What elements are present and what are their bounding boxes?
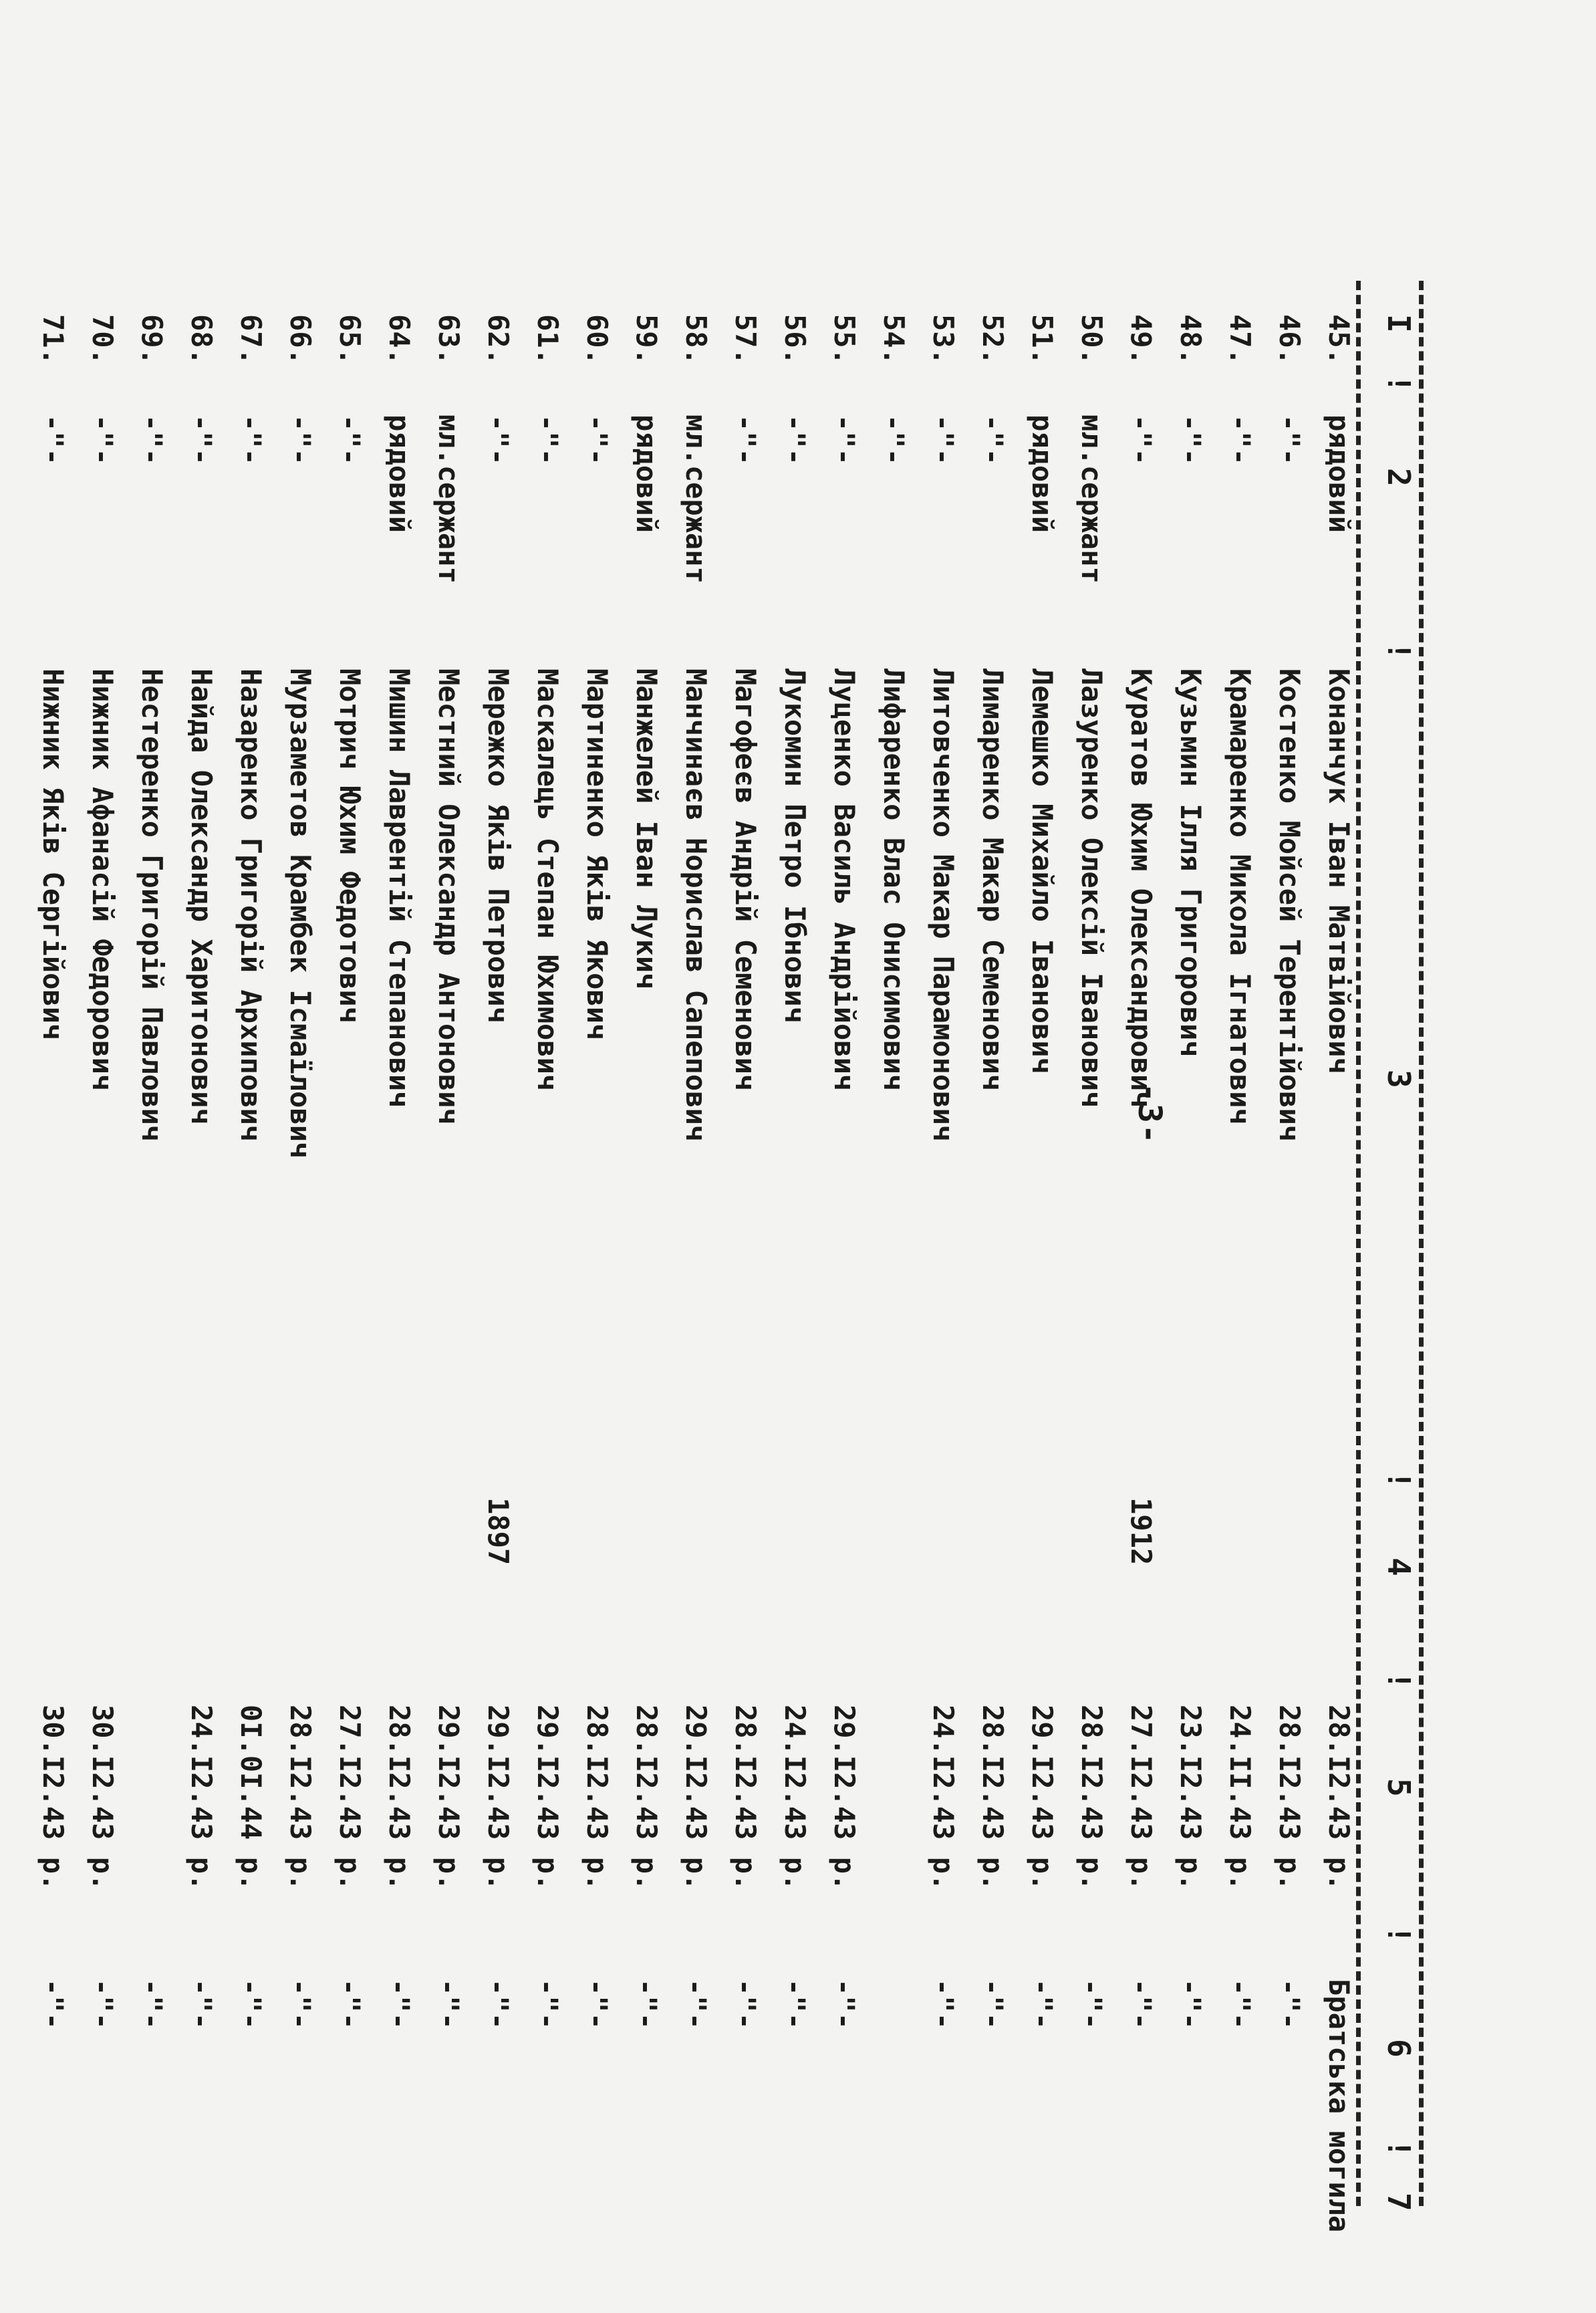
rank: -"-: [136, 414, 168, 465]
birth-year: 1912: [1125, 1497, 1158, 1566]
burial-place: -"-: [1075, 1979, 1108, 2030]
list-row: [119, 0, 168, 2313]
burial-place: -"-: [432, 1979, 465, 2030]
row-number: 68.: [185, 314, 218, 365]
full-name: Нижник Яків Сергійович: [37, 668, 70, 1041]
list-row: [465, 0, 515, 2313]
dashed-rule-top: [1419, 281, 1424, 2206]
rank: -"-: [235, 414, 267, 465]
list-row: [267, 0, 317, 2313]
date-of-death: 29.I2.43 р.: [828, 1705, 861, 1891]
column-separator: !: [1381, 1925, 1417, 1944]
row-number: 60.: [581, 314, 614, 365]
rank: -"-: [334, 414, 366, 465]
row-number: 69.: [136, 314, 168, 365]
full-name: Найда Олександр Харитонович: [185, 668, 218, 1125]
row-number: 47.: [1224, 314, 1256, 365]
date-of-death: 28.I2.43 р.: [284, 1705, 317, 1891]
row-number: 63.: [432, 314, 465, 365]
list-row: [614, 0, 663, 2313]
list-row: [811, 0, 861, 2313]
rank: рядовий: [383, 414, 416, 533]
full-name: Куратов Юхим Олександрович: [1125, 668, 1158, 1108]
burial-place: -"-: [1026, 1979, 1059, 2030]
column-separator: !: [1381, 642, 1417, 660]
row-number: 64.: [383, 314, 416, 365]
rank: -"-: [779, 414, 811, 465]
full-name: Костенко Мойсей Терентійович: [1273, 668, 1306, 1142]
full-name: Лифаренко Влас Онисимович: [878, 668, 910, 1092]
list-row: [70, 0, 119, 2313]
full-name: Мурзаметов Крамбек Ісмаїлович: [284, 668, 317, 1159]
rank: мл.сержант: [432, 414, 465, 584]
row-number: 53.: [927, 314, 960, 365]
date-of-death: 24.I2.43 р.: [779, 1705, 811, 1891]
column-separator: !: [1381, 1471, 1417, 1489]
date-of-death: 28.I2.43 р.: [581, 1705, 614, 1891]
column-number-1: I: [1381, 314, 1417, 333]
page-number: -3-: [1131, 1083, 1168, 1145]
rank: мл.сержант: [1075, 414, 1108, 584]
date-of-death: 24.II.43 р.: [1224, 1705, 1256, 1891]
rank: мл.сержант: [680, 414, 712, 584]
dashed-rule-bottom: [1356, 281, 1361, 2206]
date-of-death: 24.I2.43 р.: [927, 1705, 960, 1891]
birth-year: 1897: [482, 1497, 515, 1566]
list-row: [416, 0, 465, 2313]
burial-place: -"-: [136, 1979, 168, 2030]
list-row: [218, 0, 267, 2313]
full-name: Мишин Лаврентій Степанович: [383, 668, 416, 1108]
full-name: Кузьмин Ілля Григорович: [1174, 668, 1207, 1058]
full-name: Мережко Яків Петрович: [482, 668, 515, 1024]
burial-place: -"-: [185, 1979, 218, 2030]
list-row: [1009, 0, 1059, 2313]
row-number: 67.: [235, 314, 267, 365]
list-row: [960, 0, 1009, 2313]
date-of-death: 28.I2.43 р.: [383, 1705, 416, 1891]
rank: -"-: [581, 414, 614, 465]
list-row: [1306, 0, 1355, 2313]
date-of-death: 0I.0I.44 р.: [235, 1705, 267, 1891]
date-of-death: 29.I2.43 р.: [531, 1705, 564, 1891]
full-name: Манжелей Іван Лукич: [630, 668, 663, 990]
column-number-7: 7: [1381, 2193, 1417, 2211]
burial-place: -"-: [1125, 1979, 1158, 2030]
full-name: Местний Олександр Антонович: [432, 668, 465, 1125]
row-number: 50.: [1075, 314, 1108, 365]
full-name: Нестеренко Григорій Павлович: [136, 668, 168, 1142]
rank: -"-: [37, 414, 70, 465]
rank: -"-: [729, 414, 762, 465]
rank: -"-: [878, 414, 910, 465]
burial-place: -"-: [976, 1979, 1009, 2030]
row-number: 46.: [1273, 314, 1306, 365]
date-of-death: 30.I2.43 р.: [37, 1705, 70, 1891]
list-row: [1059, 0, 1108, 2313]
burial-place: -"-: [680, 1979, 712, 2030]
rank: -"-: [927, 414, 960, 465]
burial-place: -"-: [1273, 1979, 1306, 2030]
rank: рядовий: [630, 414, 663, 533]
burial-place: -"-: [828, 1979, 861, 2030]
date-of-death: 28.I2.43 р.: [976, 1705, 1009, 1891]
list-row: [663, 0, 712, 2313]
full-name: Манчинаєв Норислав Сапепович: [680, 668, 712, 1142]
date-of-death: 28.I2.43 р.: [1075, 1705, 1108, 1891]
row-number: 71.: [37, 314, 70, 365]
list-row: [366, 0, 416, 2313]
rank: -"-: [976, 414, 1009, 465]
row-number: 55.: [828, 314, 861, 365]
burial-place: -"-: [37, 1979, 70, 2030]
date-of-death: 27.I2.43 р.: [1125, 1705, 1158, 1891]
burial-place: -"-: [86, 1979, 119, 2030]
full-name: Литовченко Макар Парамонович: [927, 668, 960, 1142]
rank: -"-: [1174, 414, 1207, 465]
full-name: Мотрич Юхим Федотович: [334, 668, 366, 1024]
rank: -"-: [284, 414, 317, 465]
column-separator: !: [1381, 2139, 1417, 2158]
rank: -"-: [185, 414, 218, 465]
list-row: [762, 0, 811, 2313]
rank: -"-: [1224, 414, 1256, 465]
full-name: Магофеєв Андрій Семенович: [729, 668, 762, 1092]
burial-place: Братська могила: [1323, 1979, 1355, 2233]
row-number: 61.: [531, 314, 564, 365]
list-row: [515, 0, 564, 2313]
full-name: Лазуренко Олексій Іванович: [1075, 668, 1108, 1108]
row-number: 66.: [284, 314, 317, 365]
list-row: [910, 0, 960, 2313]
full-name: Конанчук Іван Матвійович: [1323, 668, 1355, 1074]
list-row: [564, 0, 614, 2313]
burial-place: -"-: [482, 1979, 515, 2030]
date-of-death: 28.I2.43 р.: [1273, 1705, 1306, 1891]
rank: -"-: [828, 414, 861, 465]
full-name: Крамаренко Микола Ігнатович: [1224, 668, 1256, 1125]
burial-place: -"-: [1224, 1979, 1256, 2030]
column-separator: !: [1381, 374, 1417, 393]
list-row: [168, 0, 218, 2313]
list-row: [317, 0, 366, 2313]
row-number: 57.: [729, 314, 762, 365]
burial-place: -"-: [630, 1979, 663, 2030]
full-name: Назаренко Григорій Архипович: [235, 668, 267, 1142]
column-number-2: 2: [1381, 468, 1417, 487]
burial-place: -"-: [284, 1979, 317, 2030]
column-number-3: 3: [1381, 1070, 1417, 1088]
date-of-death: 28.I2.43 р.: [630, 1705, 663, 1891]
list-row: [1108, 0, 1158, 2313]
full-name: Нижник Афанасій Федорович: [86, 668, 119, 1092]
burial-place: -"-: [1174, 1979, 1207, 2030]
burial-place: -"-: [531, 1979, 564, 2030]
burial-place: -"-: [927, 1979, 960, 2030]
full-name: Луценко Василь Андрійович: [828, 668, 861, 1092]
row-number: 48.: [1174, 314, 1207, 365]
burial-place: -"-: [581, 1979, 614, 2030]
list-row: [861, 0, 910, 2313]
burial-place: -"-: [383, 1979, 416, 2030]
date-of-death: 29.I2.43 р.: [1026, 1705, 1059, 1891]
full-name: Лимаренко Макар Семенович: [976, 668, 1009, 1092]
row-number: 45.: [1323, 314, 1355, 365]
rank: -"-: [1273, 414, 1306, 465]
rank: рядовий: [1323, 414, 1355, 533]
full-name: Маскалець Степан Юхимович: [531, 668, 564, 1092]
rank: -"-: [531, 414, 564, 465]
full-name: Лукомин Петро Ібнович: [779, 668, 811, 1024]
date-of-death: 29.I2.43 р.: [680, 1705, 712, 1891]
full-name: Лемешко Михайло Іванович: [1026, 668, 1059, 1074]
row-number: 56.: [779, 314, 811, 365]
full-name: Мартиненко Яків Якович: [581, 668, 614, 1041]
rank: -"-: [482, 414, 515, 465]
row-number: 52.: [976, 314, 1009, 365]
rank: -"-: [1125, 414, 1158, 465]
column-number-6: 6: [1381, 2039, 1417, 2058]
list-row: [712, 0, 762, 2313]
row-number: 51.: [1026, 314, 1059, 365]
row-number: 58.: [680, 314, 712, 365]
rank: рядовий: [1026, 414, 1059, 533]
date-of-death: 30.I2.43 р.: [86, 1705, 119, 1891]
row-number: 70.: [86, 314, 119, 365]
column-number-5: 5: [1381, 1778, 1417, 1797]
column-header-row: [1363, 0, 1417, 2313]
burial-place: -"-: [334, 1979, 366, 2030]
date-of-death: 28.I2.43 р.: [729, 1705, 762, 1891]
list-row: [1158, 0, 1207, 2313]
date-of-death: 23.I2.43 р.: [1174, 1705, 1207, 1891]
list-row: [1256, 0, 1306, 2313]
burial-place: -"-: [235, 1979, 267, 2030]
rank: -"-: [86, 414, 119, 465]
date-of-death: 28.I2.43 р.: [1323, 1705, 1355, 1891]
date-of-death: 29.I2.43 р.: [432, 1705, 465, 1891]
column-separator: !: [1381, 1671, 1417, 1690]
date-of-death: 29.I2.43 р.: [482, 1705, 515, 1891]
column-number-4: 4: [1381, 1558, 1417, 1576]
row-number: 65.: [334, 314, 366, 365]
date-of-death: 27.I2.43 р.: [334, 1705, 366, 1891]
burial-place: -"-: [779, 1979, 811, 2030]
row-number: 49.: [1125, 314, 1158, 365]
date-of-death: 24.I2.43 р.: [185, 1705, 218, 1891]
row-number: 54.: [878, 314, 910, 365]
row-number: 59.: [630, 314, 663, 365]
row-number: 62.: [482, 314, 515, 365]
list-row: [1207, 0, 1256, 2313]
list-row: [20, 0, 70, 2313]
burial-place: -"-: [729, 1979, 762, 2030]
